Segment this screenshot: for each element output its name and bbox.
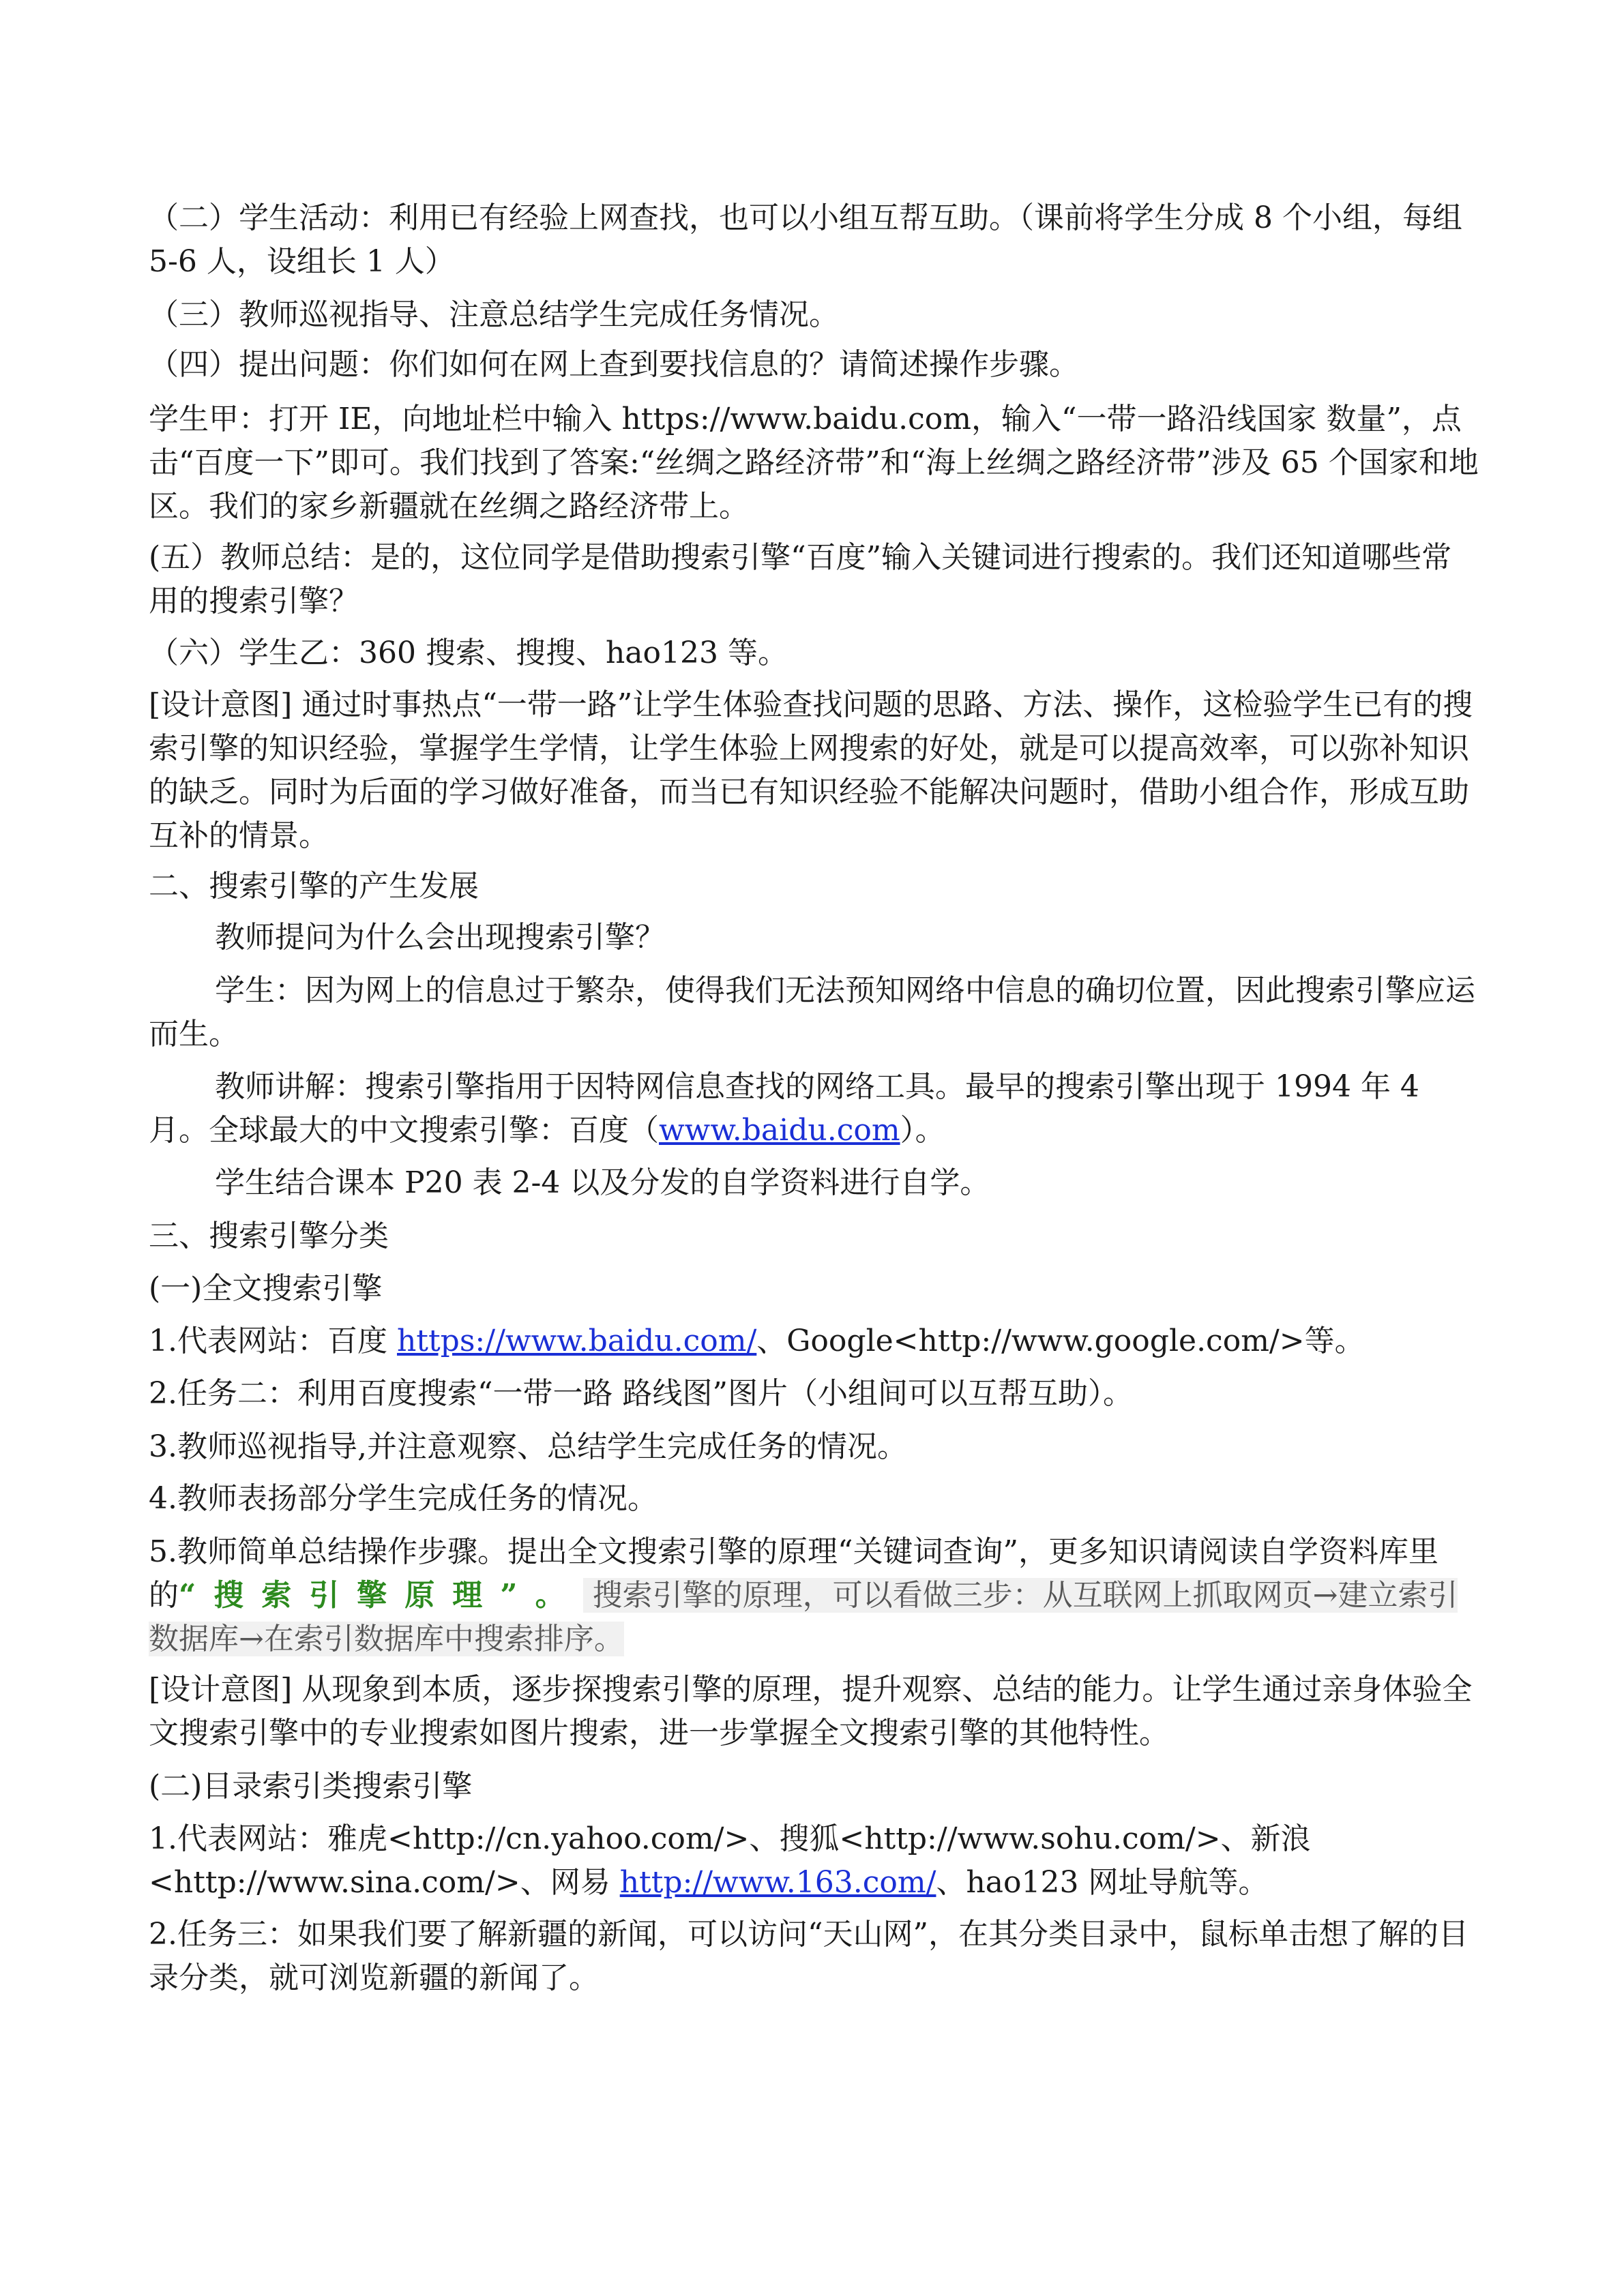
paragraph-student-a bbox=[149, 398, 1479, 528]
list-item-2: 2.任务二：利用百度搜索“一带一路 路线图”图片（小组间可以互帮互助）。 bbox=[149, 1376, 1133, 1411]
baidu-url-link[interactable]: https://www.baidu.com/ bbox=[396, 1324, 757, 1358]
paragraph-question: （四）提出问题：你们如何在网上查到要找信息的？请简述操作步骤。 bbox=[149, 347, 1079, 382]
principle-highlight: “搜索引擎原理”。 bbox=[179, 1578, 583, 1613]
baidu-link[interactable]: www.baidu.com bbox=[659, 1113, 900, 1148]
directory-list-item-1-text: 1.代表网站：雅虎<http://cn.yahoo.com/>、搜狐<http://www.sohu.com/>、新浪<http://www.sina.com/>、网易 bbox=[149, 1821, 1311, 1900]
paragraph-student-b: （六）学生乙：360 搜索、搜搜、hao123 等。 bbox=[149, 636, 788, 670]
paragraph-teacher-patrol: （三）教师巡视指导、注意总结学生完成任务情况。 bbox=[149, 297, 839, 332]
list-item-4: 4.教师表扬部分学生完成任务的情况。 bbox=[149, 1481, 658, 1516]
list-item-5 bbox=[149, 1530, 1479, 1661]
paragraph-teacher-explain-end: ）。 bbox=[900, 1113, 945, 1148]
paragraph-teacher-explain-text: 教师讲解：搜索引擎指用于因特网信息查找的网络工具。最早的搜索引擎出现于 1994 年 4 月。全球最大的中文搜索引擎：百度（ bbox=[149, 1069, 1419, 1148]
paragraph-student-answer: 学生：因为网上的信息过于繁杂，使得我们无法预知网络中信息的确切位置，因此搜索引擎应运而生。 bbox=[149, 973, 1475, 1052]
list-item-3: 3.教师巡视指导,并注意观察、总结学生完成任务的情况。 bbox=[149, 1429, 907, 1464]
list-item-1-text: 1.代表网站：百度 bbox=[149, 1324, 397, 1358]
list-item-5-text: 5.教师简单总结操作步骤。提出全文搜索引擎的原理“关键词查询”，更多知识请阅读自学资料库里的 bbox=[149, 1534, 1438, 1613]
list-item-1 bbox=[149, 1320, 1479, 1363]
list-item-5-gray-text: 搜索引擎的原理，可以看做三步：从互联网上抓取网页→建立索引数据库→在索引数据库中搜索排序。 bbox=[149, 1578, 1458, 1656]
directory-list-item-1 bbox=[149, 1817, 1479, 1905]
paragraph-student-activity: （二）学生活动：利用已有经验上网查找，也可以小组互帮互助。（课前将学生分成 8 个小组，每组 5-6 人，设组长 1 人） bbox=[149, 200, 1462, 279]
paragraph-design-intent-2: [设计意图] 从现象到本质，逐步探搜索引擎的原理，提升观察、总结的能力。让学生通过亲身体验全文搜索引擎中的专业搜索如图片搜索，进一步掌握全文搜索引擎的其他特性。 bbox=[149, 1672, 1473, 1750]
directory-list-item-2: 2.任务三：如果我们要了解新疆的新闻，可以访问“天山网”，在其分类目录中，鼠标单击想了解的目录分类，就可浏览新疆的新闻了。 bbox=[149, 1917, 1468, 1995]
paragraph-self-study: 学生结合课本 P20 表 2-4 以及分发的自学资料进行自学。 bbox=[215, 1165, 990, 1200]
paragraph-student-a-text: 学生甲：打开 IE，向地址栏中输入 https://www.baidu.com，输入“一带一路沿线国家 数量”，点击“百度一下”即可。我们找到了答案:“丝绸之路经济带”和“海上丝绸之路经济带”涉及 65 个国家和地区。我们的家乡新疆就在丝绸之路经济带上。 bbox=[149, 402, 1479, 524]
paragraph-teacher-question: 教师提问为什么会出现搜索引擎？ bbox=[215, 920, 665, 955]
subsection-heading-directory: (二)目录索引类搜索引擎 bbox=[149, 1769, 473, 1804]
netease-link[interactable]: http://www.163.com/ bbox=[619, 1865, 936, 1900]
section-heading-3: 三、搜索引擎分类 bbox=[149, 1219, 389, 1253]
section-heading-2: 二、搜索引擎的产生发展 bbox=[149, 869, 479, 904]
list-item-1-end: 、Google<http://www.google.com/>等。 bbox=[756, 1324, 1365, 1358]
subsection-heading-fulltext: (一)全文搜索引擎 bbox=[149, 1271, 383, 1306]
paragraph-design-intent-1: [设计意图] 通过时事热点“一带一路”让学生体验查找问题的思路、方法、操作，这检验学生已有的搜索引擎的知识经验，掌握学生学情，让学生体验上网搜索的好处，就是可以提高效率，可以弥补知识的缺乏。同时为后面的学习做好准备，而当已有知识经验不能解决问题时，借助小组合作，形成互助互补的情景。 bbox=[149, 687, 1473, 853]
paragraph-teacher-explain bbox=[149, 1065, 1479, 1152]
directory-list-item-1-end: 、hao123 网址导航等。 bbox=[936, 1865, 1269, 1900]
paragraph-teacher-summary: (五）教师总结：是的，这位同学是借助搜索引擎“百度”输入关键词进行搜索的。我们还知道哪些常用的搜索引擎？ bbox=[149, 540, 1452, 618]
